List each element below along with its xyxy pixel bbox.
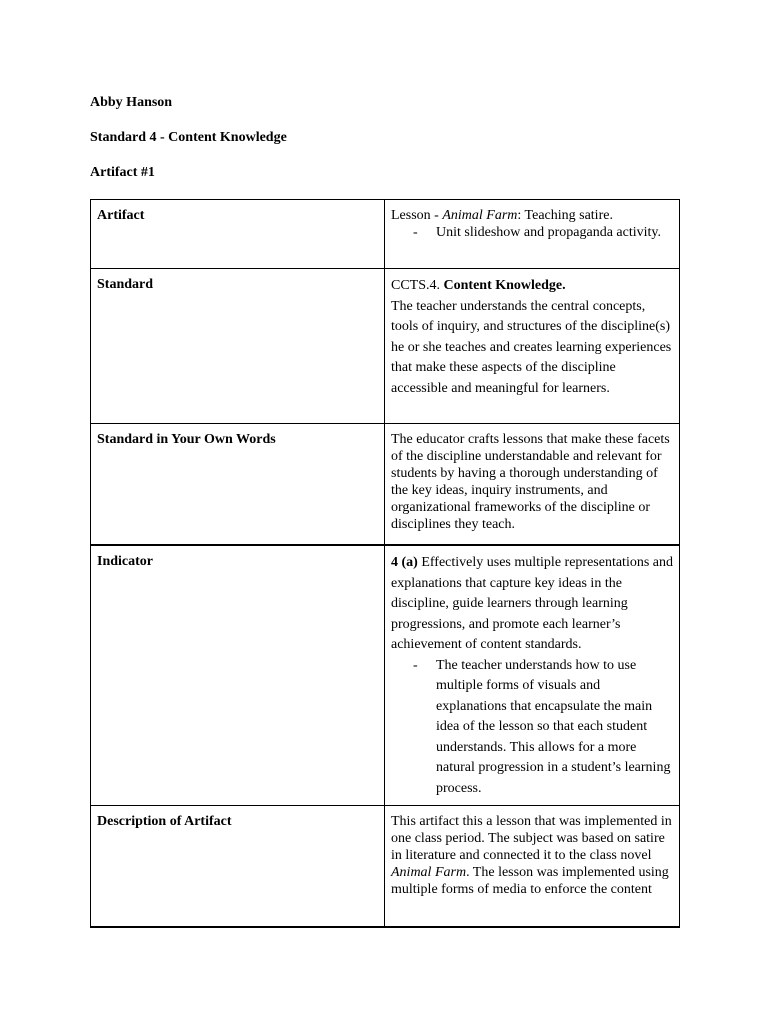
artifact-number: Artifact #1 [90, 165, 155, 180]
artifact-value [385, 200, 680, 269]
artifact-table [90, 199, 680, 928]
artifact-lesson-suffix: : Teaching satire. [517, 208, 613, 223]
artifact-bullet-text: Unit slideshow and propaganda activity. [436, 225, 661, 240]
standard-code: CCTS.4. [391, 278, 444, 293]
standard-label-text: Standard [97, 277, 154, 292]
standard-title [391, 276, 673, 297]
description-label-text: Description of Artifact [97, 814, 232, 829]
artifact-label-text: Artifact [97, 208, 145, 223]
table-row-standard [91, 269, 680, 424]
artifact-lesson-title: Animal Farm [442, 208, 518, 223]
indicator-label [91, 545, 385, 806]
indicator-value [385, 545, 680, 806]
artifact-bullet [391, 224, 673, 241]
bullet-marker: - [413, 225, 418, 240]
description-novel: Animal Farm [391, 865, 467, 880]
table-row-indicator [91, 545, 680, 806]
indicator-label-text: Indicator [97, 554, 153, 569]
standard-heading: Standard 4 - Content Knowledge [90, 130, 287, 145]
own-words-label [91, 424, 385, 546]
description-label [91, 806, 385, 928]
indicator-bullet [391, 656, 673, 800]
indicator-statement [391, 553, 673, 656]
standard-value [385, 269, 680, 424]
own-words-value [385, 424, 680, 546]
description-value [385, 806, 680, 928]
artifact-label [91, 200, 385, 269]
table-row-own-words [91, 424, 680, 546]
standard-label [91, 269, 385, 424]
own-words-label-text: Standard in Your Own Words [97, 432, 276, 447]
standard-description: The teacher understands the central concepts, tools of inquiry, and structures of the discipline(s) he or she teaches and creates learning experiences that make these aspects of the discipline accessible and meaningful for learners. [391, 298, 672, 396]
description-text [391, 813, 673, 898]
indicator-code: 4 (a) [391, 555, 418, 570]
table-row-description [91, 806, 680, 928]
indicator-bullet-text: The teacher understands how to use multiple forms of visuals and explanations that encapsulate the main idea of the lesson so that each student understands. This allows for a more natural progression in a student’s learning process. [436, 657, 671, 796]
author-name: Abby Hanson [90, 95, 173, 110]
table-row-artifact [91, 200, 680, 269]
standard-name: Content Knowledge. [443, 278, 566, 293]
artifact-lesson [391, 207, 673, 224]
artifact-lesson-prefix: Lesson - [391, 208, 443, 223]
indicator-text: Effectively uses multiple representations and explanations that capture key ideas in the discipline, guide learners through learning progressions, and promote each learner’s achievement of content standards. [391, 555, 673, 652]
bullet-marker: - [413, 657, 418, 673]
description-text-after: . The lesson was implemented using multiple forms of media to enforce the content [391, 865, 669, 897]
own-words-text: The educator crafts lessons that make these facets of the discipline understandable and relevant for students by having a thorough understanding of the key ideas, inquiry instruments, and organizational frameworks of the discipline or disciplines they teach. [391, 432, 670, 532]
description-text-before: This artifact this a lesson that was implemented in one class period. The subject was based on satire in literature and connected it to the class novel [391, 814, 672, 863]
